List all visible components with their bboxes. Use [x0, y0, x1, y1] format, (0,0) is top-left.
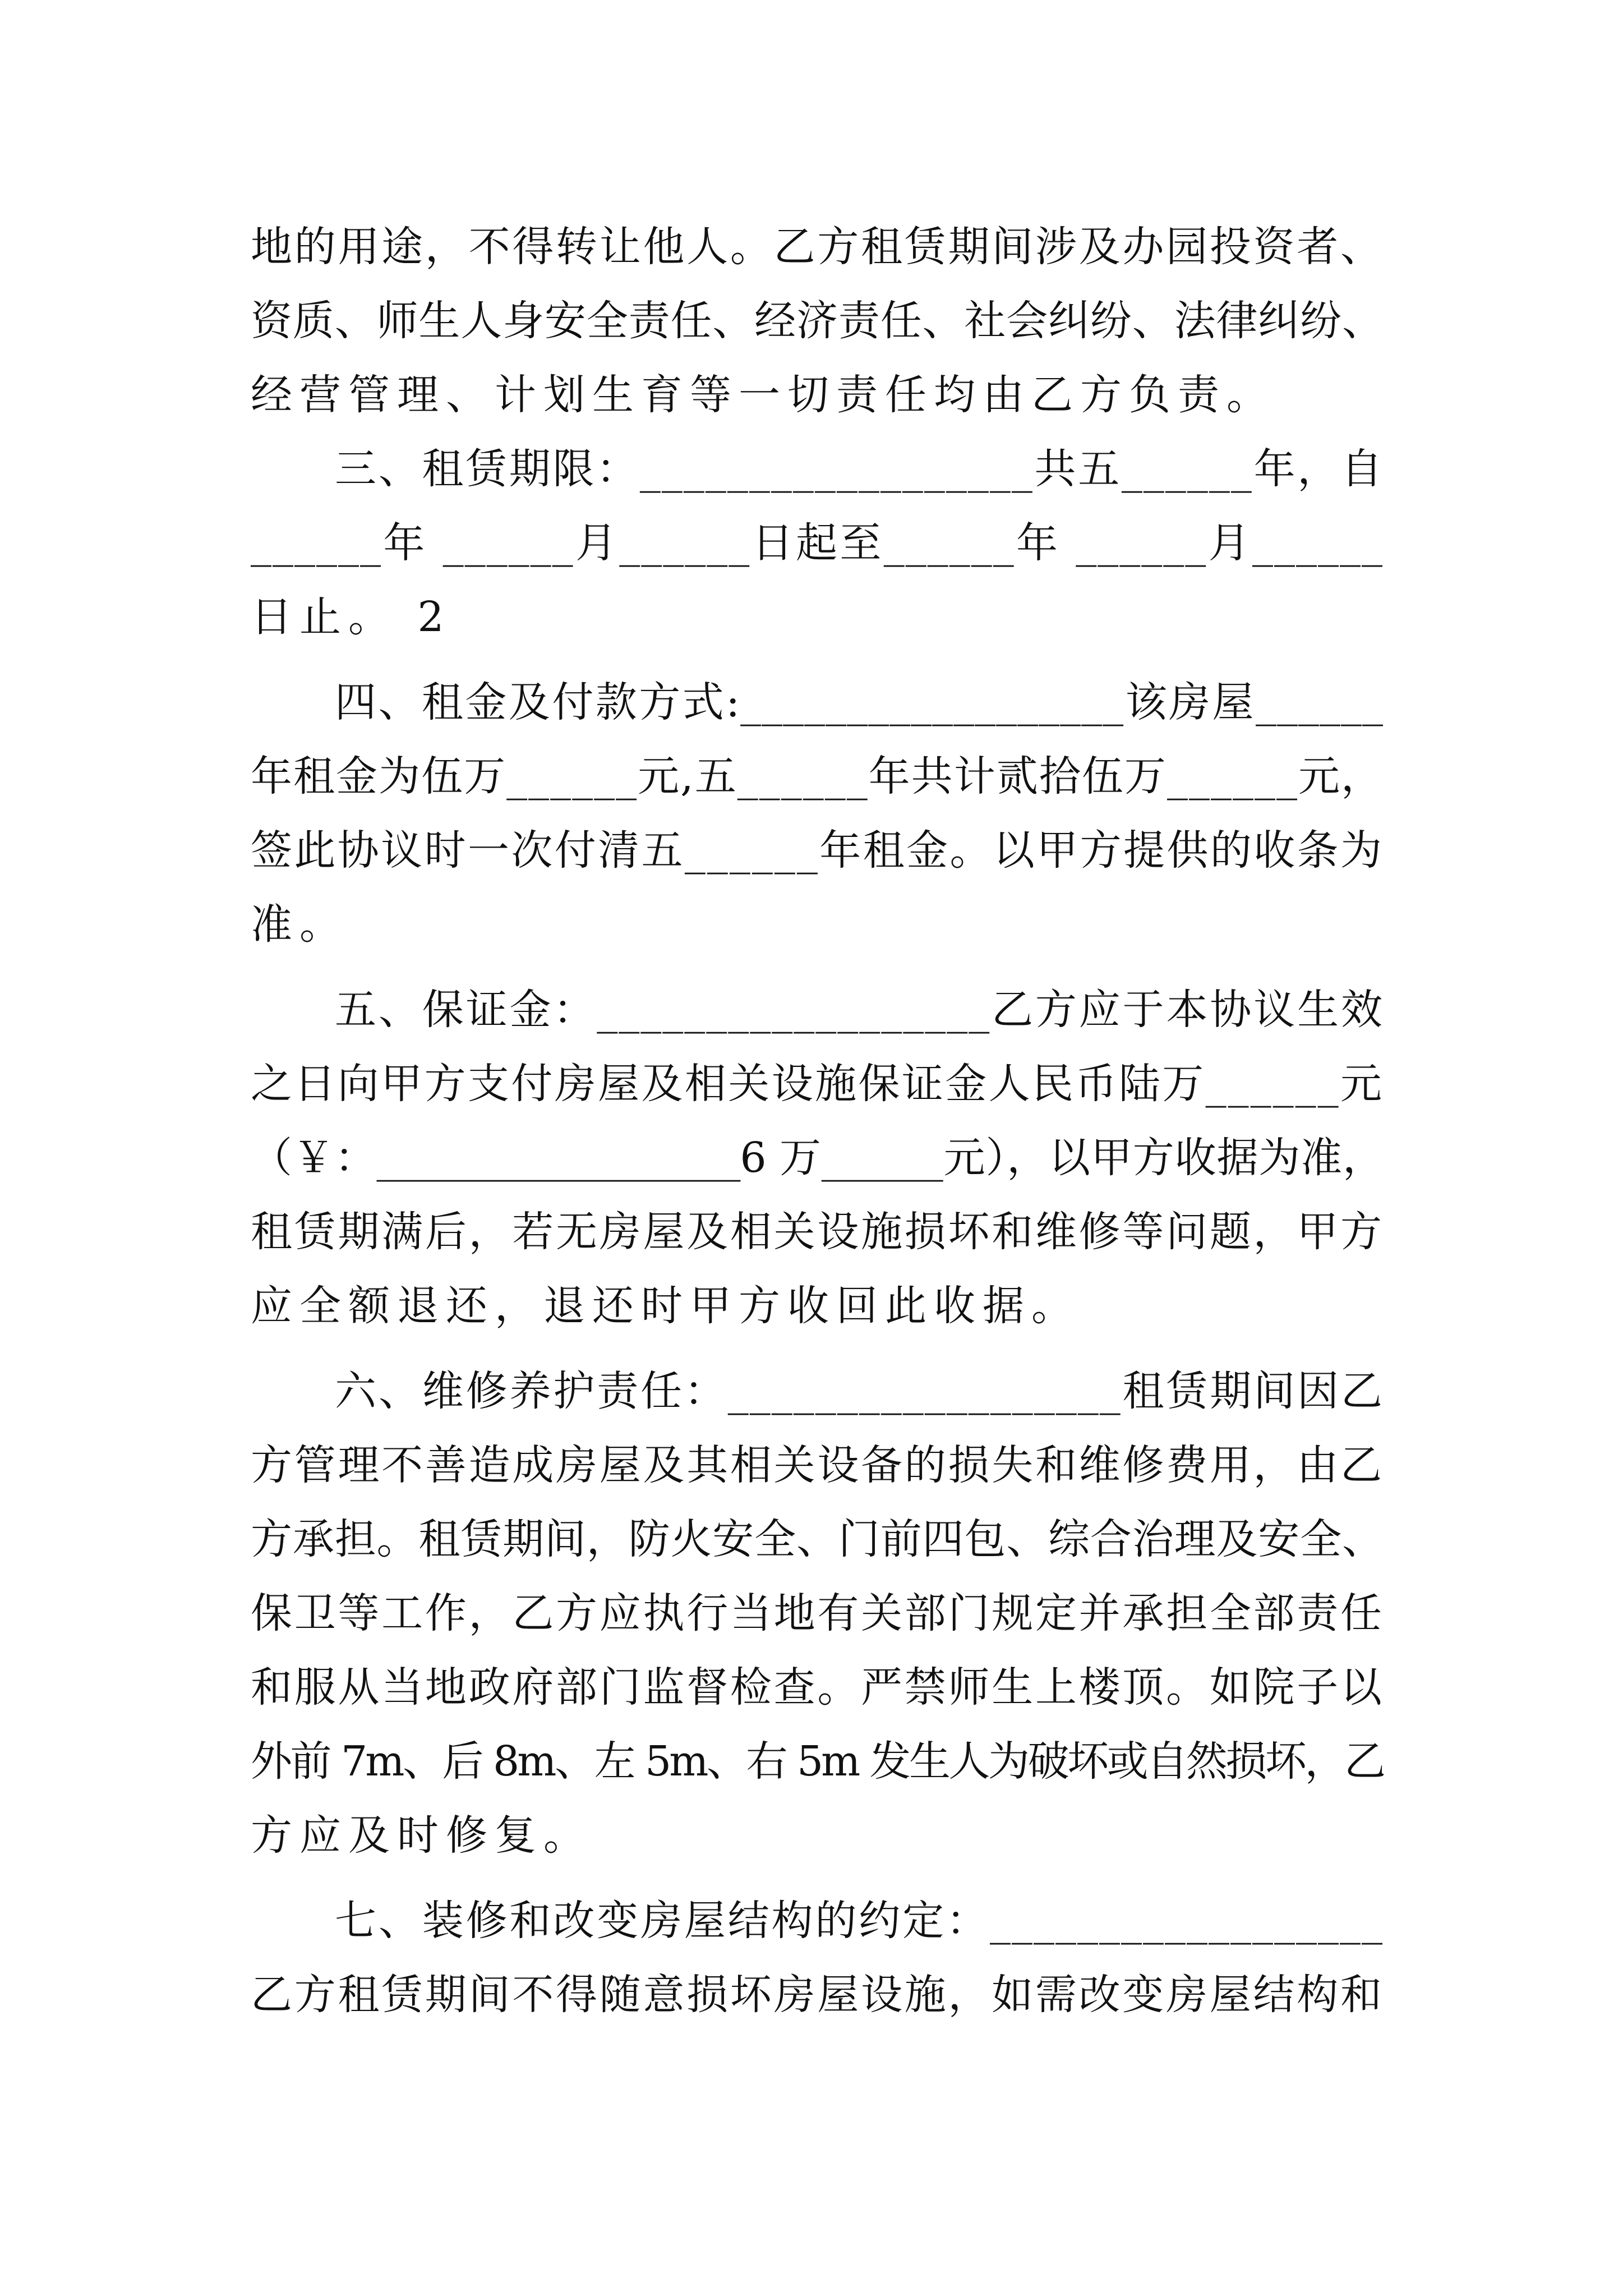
section-heading-maintenance: 六、维修养护责任：__________________租赁期间因乙 [335, 1367, 1384, 1415]
text-line: 乙方租赁期间不得随意损坏房屋设施，如需改变房屋结构和 [251, 1971, 1384, 2019]
text-line: 方承担。租赁期间，防火安全、门前四包、综合治理及安全、 [251, 1515, 1384, 1563]
text-line: 保卫等工作，乙方应执行当地有关部门规定并承担全部责任 [251, 1589, 1384, 1637]
text-line: 方管理不善造成房屋及其相关设备的损失和维修费用，由乙 [251, 1441, 1384, 1489]
text-line: 应全额退还，退还时甲方收回此收据。 [251, 1282, 1080, 1330]
text-line: 经营管理、计划生育等一切责任均由乙方负责。 [251, 371, 1275, 419]
text-line: 租赁期满后，若无房屋及相关设施损坏和维修等问题，甲方 [251, 1208, 1384, 1256]
section-heading-deposit: 五、保证金：__________________乙方应于本协议生效 [335, 986, 1384, 1034]
text-line: 签此协议时一次付清五______年租金。以甲方提供的收条为 [251, 826, 1384, 875]
text-line: 准。 [251, 900, 348, 949]
section-heading-renovation: 七、装修和改变房屋结构的约定：__________________ [335, 1897, 1384, 1945]
text-line: （￥：__________________6 万______元），以甲方收据为准， [251, 1134, 1384, 1182]
text-line: 地的用途，不得转让他人。乙方租赁期间涉及办园投资者、 [251, 223, 1384, 271]
text-line: 外前 7m、后 8m、左 5m、右 5m 发生人为破坏或自然损坏，乙 [251, 1737, 1384, 1786]
section-heading-lease-term: 三、租赁期限：__________________共五______年，自 [335, 445, 1384, 493]
text-line: 日止。 2 [251, 593, 451, 641]
text-line: 方应及时修复。 [251, 1811, 592, 1860]
section-heading-rent-payment: 四、租金及付款方式:__________________该房屋______ [335, 678, 1384, 726]
text-line: 年租金为伍万______元,五______年共计贰拾伍万______元， [251, 752, 1384, 800]
text-line: 资质、师生人身安全责任、经济责任、社会纠纷、法律纠纷、 [251, 297, 1384, 345]
text-line: ______年 ______月______日起至______年 ______月______ [251, 519, 1384, 567]
text-line: 和服从当地政府部门监督检查。严禁师生上楼顶。如院子以 [251, 1663, 1384, 1711]
text-line: 之日向甲方支付房屋及相关设施保证金人民币陆万______元 [251, 1060, 1384, 1108]
